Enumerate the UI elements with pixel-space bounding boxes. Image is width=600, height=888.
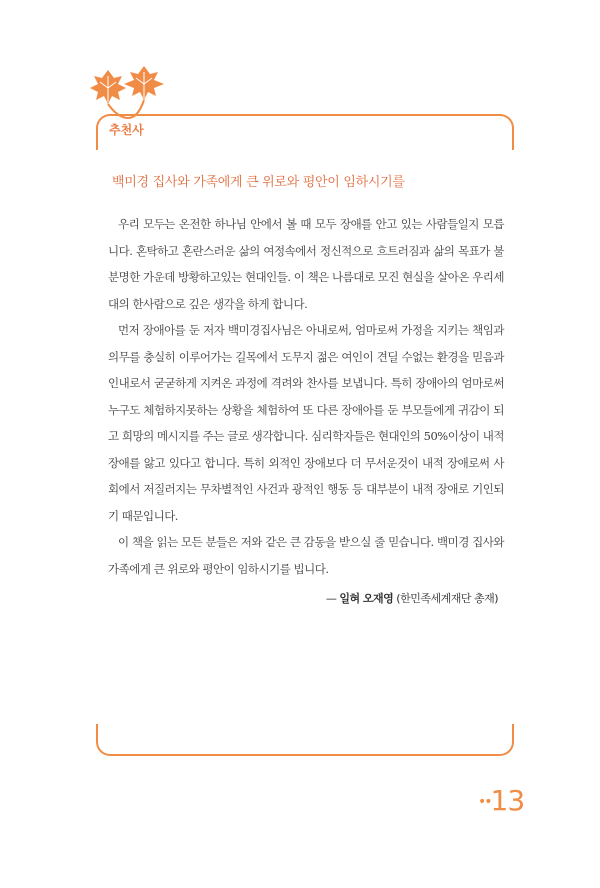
paragraph: 이 책을 읽는 모든 분들은 저와 같은 큰 감동을 받으실 줄 믿습니다. 백미경 집사와 가족에게 큰 위로와 평안이 임하시기를 빕니다. [108, 535, 504, 576]
section-label: 추천사 [106, 121, 147, 138]
body-text [108, 211, 504, 582]
top-frame [96, 114, 514, 150]
headline: 백미경 집사와 가족에게 큰 위로와 평안이 임하시기를 [112, 175, 405, 190]
signature [326, 590, 498, 606]
bottom-frame [96, 724, 514, 756]
signature-dash: — [325, 592, 337, 605]
maple-leaves-icon [88, 64, 168, 120]
page-dots: •• [478, 794, 491, 810]
paragraph: 우리 모두는 온전한 하나님 안에서 볼 때 모두 장애를 안고 있는 사람들일지 모릅니다. 혼탁하고 혼란스러운 삶의 여정속에서 정신적으로 흐트러짐과 삶의 목표가 불분명한 가운데 방황하고있는 현대인들. 이 책은 나름대로 모진 현실을 살아온 우리세대의 한사람으로 깊은 생각을 하게 합니다. [108, 217, 504, 311]
page-number [478, 784, 524, 817]
paragraph: 먼저 장애아를 둔 저자 백미경집사님은 아내로써, 엄마로써 가정을 지키는 책임과 의무를 충실히 이루어가는 길목에서 도무지 젊은 여인이 견딜 수없는 환경을 믿음과 인내로서 굳굳하게 지켜온 과정에 격려와 찬사를 보냅니다. 특히 장애아의 엄마로써 누구도 체험하지못하는 상황을 체험하여 또 다른 장애아를 둔 부모들에게 귀감이 되고 희망의 메시지를 주는 글로 생각합니다. 심리학자들은 현대인의 50%이상이 내적 장애를 앓고 있다고 합니다. 특히 외적인 장애보다 더 무서운것이 내적 장애로써 사회에서 저질러지는 무차별적인 사건과 광적인 행동 등 대부분이 내적 장애로 기인되기 때문입니다. [108, 323, 504, 523]
signature-affiliation: (한민족세계재단 총재) [396, 592, 498, 605]
signature-name: 일혀 오재영 [339, 592, 394, 605]
page-number-value: 13 [490, 784, 525, 817]
